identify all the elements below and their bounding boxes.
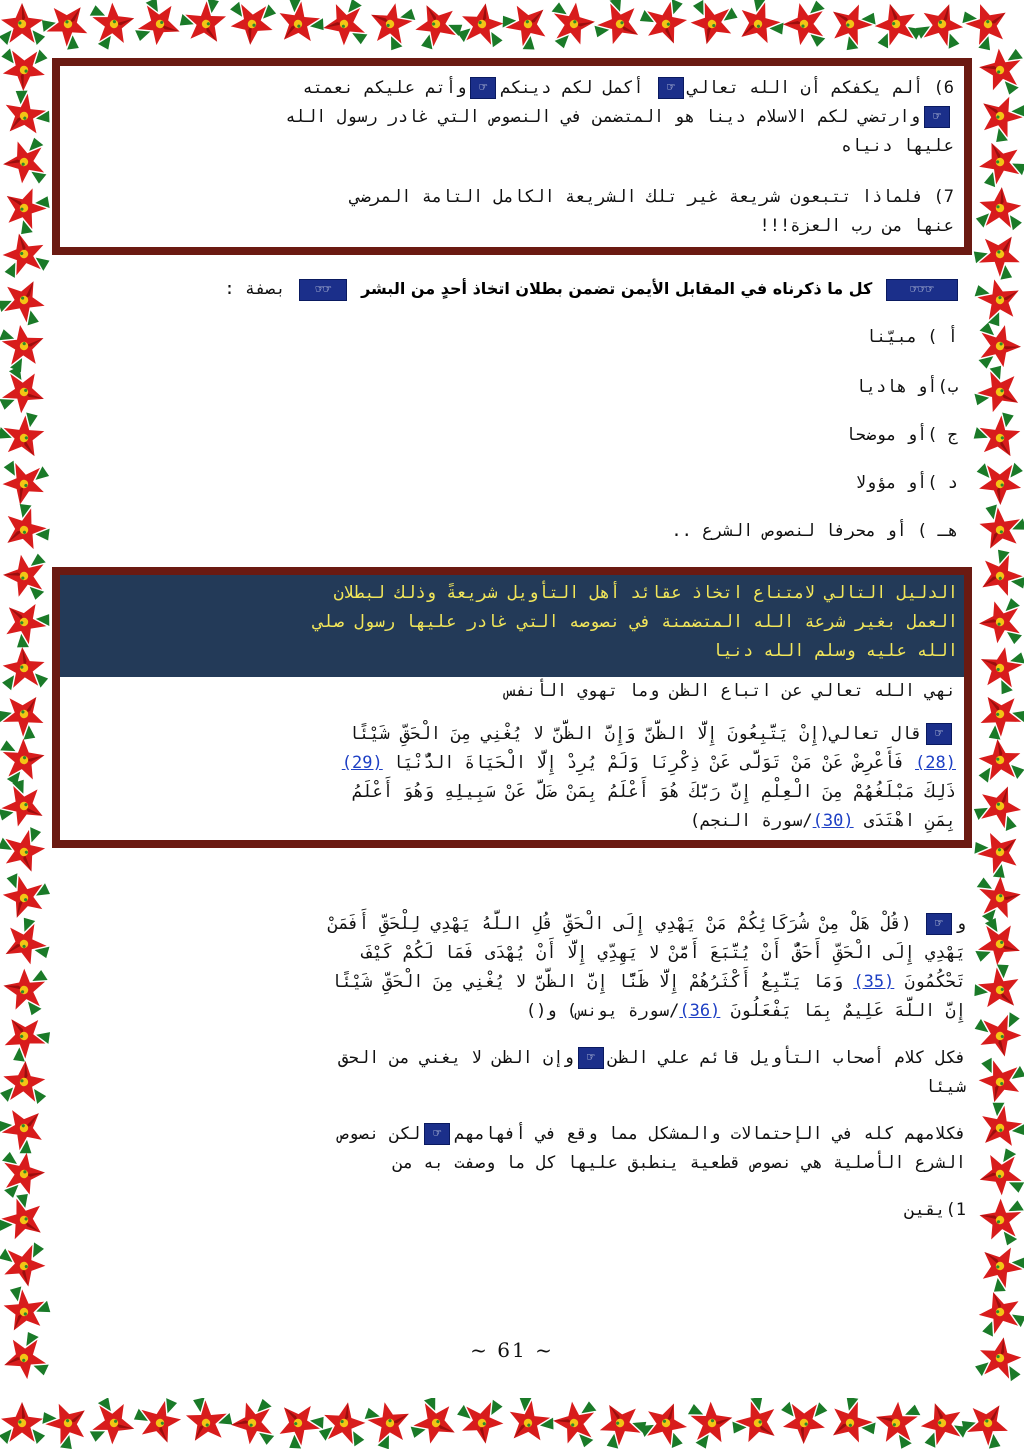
verse-ref-link[interactable]: (28) (915, 753, 956, 773)
body-line: شيئا (925, 1077, 966, 1097)
quran-line: ذَلِكَ مَبْلَغُهُمْ مِنَ الْعِلْمِ إِنَّ رَبَّكَ هُوَ أَعْلَمُ بِمَنْ ضَلَّ عَنْ سَبِيلِهِ وَهُوَ أَعْلَمُ (352, 782, 956, 802)
hand-pointer-icon: ☞ (424, 1123, 450, 1145)
heading-suffix: بصفة : (224, 279, 286, 299)
page-number: ~ 61 ~ (470, 1338, 554, 1362)
list-item: هـ ) أو محرفا لنصوص الشرع .. (671, 521, 958, 541)
box1-line3: عليها دنياه (841, 136, 954, 156)
box1-line1: 6) ألم يكفكم أن الله تعالي☞ أكمل لكم دينكم☞وأتم عليكم نعمته (302, 78, 954, 98)
hand-pointer-icon: ☞ (470, 77, 496, 99)
verse-ref-link[interactable]: (30) (812, 811, 854, 831)
hand-pointer-icon: ☞ (926, 723, 952, 745)
attributes-list (52, 311, 972, 555)
page-content (52, 58, 972, 1398)
verse-box-1 (52, 58, 972, 255)
body-line: إِنَّ اللَّهَ عَلِيمٌ بِمَا يَفْعَلُونَ (36)/سورة يونس) و() (525, 1001, 966, 1021)
body-line: يَهْدِي إِلَى الْحَقِّ أَحَقُّ أَنْ يُتَّبَعَ أَمَّنْ لا يَهِدِّي إِلَّا أَنْ يُهْدَى فَمَا لَكُمْ كَيْفَ (362, 943, 966, 963)
hand-pointer-icon: ☞ (658, 77, 684, 99)
box1-line5: عنها من رب العزة!!! (759, 216, 954, 236)
triple-hand-icon: ☞☞☞ (886, 279, 958, 301)
list-item: ب)أو هاديا (855, 377, 958, 397)
double-hand-icon: ☞☞ (299, 279, 347, 301)
body-line: فكل كلام أصحاب التأويل قائم علي الظن☞وإن الظن لا يغني من الحق (338, 1048, 966, 1068)
quran-line: بِمَنِ اهْتَدَى (30)/سورة النجم) (689, 811, 956, 831)
body-text (52, 910, 972, 1225)
hand-pointer-icon: ☞ (924, 106, 950, 128)
body-line: تَحْكُمُونَ (35) وَمَا يَتَّبِعُ أَكْثَرُهُمْ إِلَّا ظَنًّا إِنَّ الظَّنَّ لا يُغْنِي مِنَ الْحَقِّ شَيْئًا (331, 972, 966, 992)
evidence-title-band (60, 575, 964, 677)
band-line: العمل بغير شرعة الله المتضمنة في نصوصه التي غادر عليها رسول صلي (313, 612, 958, 632)
body-line: و☞ (قُلْ هَلْ مِنْ شُرَكَائِكُمْ مَنْ يَهْدِي إِلَى الْحَقِّ قُلِ اللَّهُ يَهْدِي لِلْحَقِّ أَفَمَنْ (328, 914, 966, 934)
heading-text: كل ما ذكرناه في المقابل الأيمن تضمن بطلان اتخاذ أحدٍ من البشر (361, 279, 873, 298)
verse-ref-link[interactable]: (36) (679, 1001, 721, 1021)
quran-line: ☞قال تعالي(إِنْ يَتَّبِعُونَ إِلَّا الظَّنَّ وَإِنَّ الظَّنَّ لا يُغْنِي مِنَ الْحَقِّ شَيْئًا (68, 720, 956, 749)
box1-line4: 7) فلماذا تتبعون شريعة غير تلك الشريعة الكامل التامة المرضي (350, 187, 954, 207)
body-line: 1)يقين (904, 1200, 966, 1220)
box1-line2: ☞وارتضي لكم الاسلام دينا هو المتضمن في النصوص التي غادر رسول الله (70, 103, 954, 132)
list-item: د )أو مؤولا (855, 473, 958, 493)
band-line: الدليل التالي لامتناع اتخاذ عقائد أهل التأويل شريعةً وذلك لبطلان (333, 583, 958, 603)
body-line: فكلامهم كله في الإحتمالات والمشكل مما وقع في أفهامهم☞لكن نصوص (338, 1124, 966, 1144)
list-item: أ ) مبيّنا (865, 327, 958, 347)
evidence-box (52, 567, 972, 848)
verse-ref-link[interactable]: (35) (853, 972, 895, 992)
hand-pointer-icon: ☞ (578, 1047, 604, 1069)
body-line: الشرع الأصلية هي نصوص قطعية ينطبق عليها كل ما وصفت به من (392, 1153, 966, 1173)
band-line: الله عليه وسلم الله دنيا (712, 641, 958, 661)
section-heading (52, 275, 972, 305)
list-item: ج )أو موضحا (845, 425, 958, 445)
hand-pointer-icon: ☞ (926, 913, 952, 935)
quran-line: (28) فَأَعْرِضْ عَنْ مَنْ تَوَلَّى عَنْ ذِكْرِنَا وَلَمْ يُرِدْ إِلَّا الْحَيَاةَ الدُّنْيَا (29) (341, 753, 956, 773)
verse-ref-link[interactable]: (29) (341, 753, 383, 773)
box2-line1: نهي الله تعالي عن اتباع الظن وما تهوي الأنفس (505, 681, 956, 701)
